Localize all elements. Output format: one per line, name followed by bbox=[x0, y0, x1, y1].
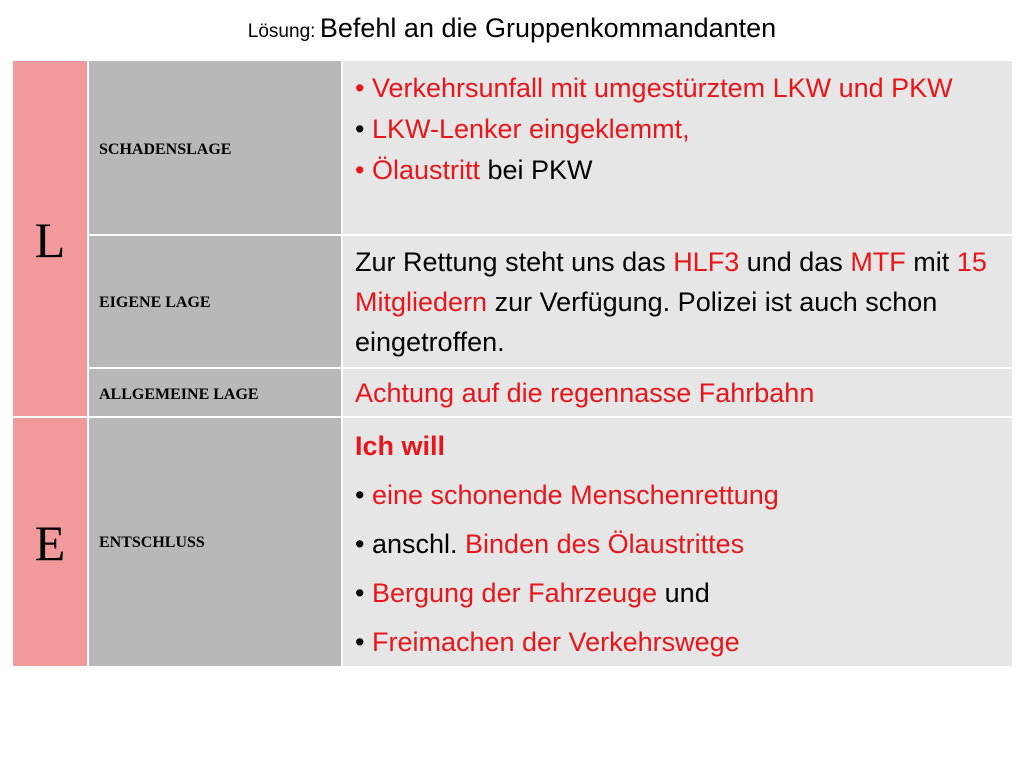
title-main: Befehl an die Gruppenkommandanten bbox=[319, 13, 777, 43]
entschluss-item-3: • Bergung der Fahrzeuge und bbox=[355, 578, 710, 608]
entschluss-item-1: • eine schonende Menschenrettung bbox=[355, 480, 779, 510]
eigene-lage-part-g: zur Verfügung. Polizei ist auch schon eingetroffen. bbox=[355, 287, 938, 357]
content-eigene-lage bbox=[355, 242, 995, 362]
label-entschluss: ENTSCHLUSS bbox=[99, 534, 205, 551]
eigene-lage-mtf: MTF bbox=[850, 247, 906, 277]
content-allgemeine-lage: Achtung auf die regennasse Fahrbahn bbox=[355, 378, 815, 408]
label-allgemeine-lage: ALLGEMEINE LAGE bbox=[99, 386, 259, 403]
label-eigene-lage: EIGENE LAGE bbox=[99, 294, 211, 311]
content-cell-eigene-lage bbox=[343, 236, 1012, 367]
schadenslage-item-2: • LKW-Lenker eingeklemmt, bbox=[355, 114, 690, 144]
entschluss-item-4: • Freimachen der Verkehrswege bbox=[355, 627, 740, 657]
letter-cell-l bbox=[13, 61, 87, 416]
content-cell-allgemeine-lage bbox=[343, 369, 1012, 416]
eigene-lage-part-e: mit bbox=[905, 247, 957, 277]
label-cell-eigene-lage bbox=[89, 236, 341, 367]
label-cell-schadenslage bbox=[89, 61, 341, 234]
title-prefix: Lösung: bbox=[247, 21, 316, 42]
content-schadenslage bbox=[355, 69, 965, 189]
eigene-lage-mitglieder: 15 Mitgliedern bbox=[355, 247, 987, 317]
schadenslage-item-1: • Verkehrsunfall mit umgestürztem LKW und PKW bbox=[355, 73, 953, 103]
eigene-lage-hlf3: HLF3 bbox=[673, 247, 740, 277]
eigene-lage-part-a: Zur Rettung steht uns das bbox=[355, 247, 674, 277]
letter-l: L bbox=[34, 212, 66, 268]
entschluss-item-2: • anschl. Binden des Ölaustrittes bbox=[355, 529, 745, 559]
label-cell-allgemeine-lage bbox=[89, 369, 341, 416]
page-title bbox=[0, 10, 1024, 51]
letter-cell-e bbox=[13, 418, 87, 666]
content-entschluss bbox=[355, 422, 1006, 667]
entschluss-heading: Ich will bbox=[355, 431, 446, 461]
content-cell-schadenslage bbox=[343, 61, 1012, 234]
label-schadenslage: SCHADENSLAGE bbox=[99, 141, 232, 158]
eigene-lage-part-c: und das bbox=[739, 247, 851, 277]
schadenslage-item-3: • Ölaustritt bei PKW bbox=[355, 155, 593, 185]
letter-e: E bbox=[34, 515, 66, 571]
label-cell-entschluss bbox=[89, 418, 341, 666]
content-cell-entschluss bbox=[343, 418, 1012, 666]
